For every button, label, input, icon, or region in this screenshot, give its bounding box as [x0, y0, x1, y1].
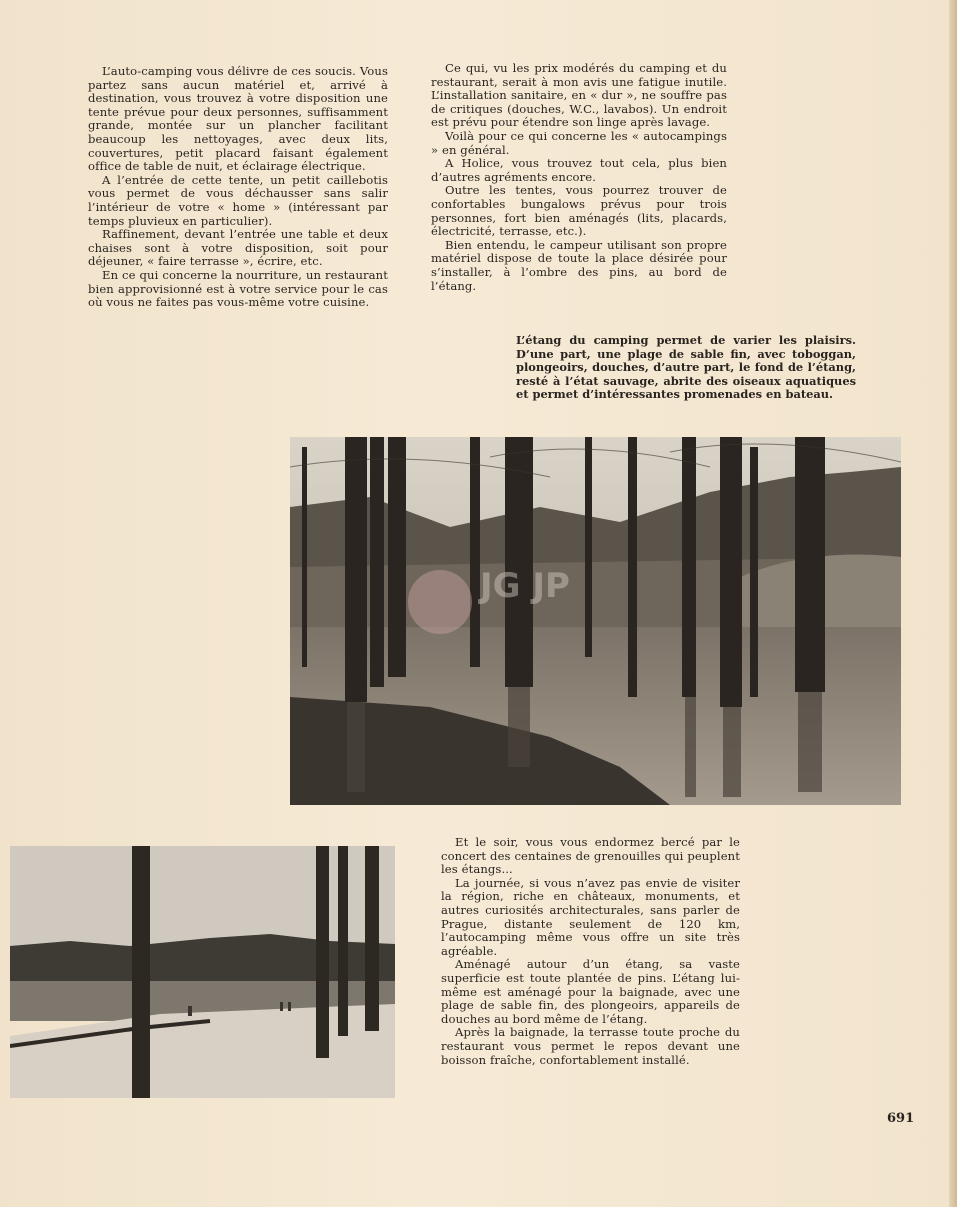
beach-photo: [10, 846, 395, 1098]
paragraph: Outre les tentes, vous pourrez trouver de confortables bungalows prévus pour trois personnes, fort bien aménagés (lits, placards, électricité, terrasse, etc.).: [431, 183, 727, 239]
paragraph: Et le soir, vous vous endormez bercé par le concert des centaines de grenouilles qui peuplent les étangs...: [441, 835, 740, 877]
paragraph: Aménagé autour d’un étang, sa vaste superficie est toute plantée de pins. L’étang lui-même est aménagé pour la baignade, avec une plage de sable fin, des plongeoirs, appareils de douches au bord même de l’étang.: [441, 957, 740, 1026]
paragraph: A l’entrée de cette tente, un petit caillebotis vous permet de vous déchausser sans salir l’intérieur de votre « home » (intéressant par temps pluvieux en particulier).: [88, 172, 388, 228]
paragraph: En ce qui concerne la nourriture, un restaurant bien approvisionné est à votre service pour le cas où vous ne faites pas vous-même votre cuisine.: [88, 267, 388, 310]
caption-text: L’étang du camping permet de varier les plaisirs. D’une part, une plage de sable fin, avec toboggan, plongeoirs, douches, d’autre part, le fond de l’étang, resté à l’état sauvage, abrite des oiseaux aquatiques et permet d’intéressantes promenades en bateau.: [516, 333, 856, 402]
article-column-right: [431, 62, 727, 293]
paragraph: Raffinement, devant l’entrée une table et deux chaises sont à votre disposition, soit pour déjeuner, « faire terrasse », écrire, etc.: [88, 227, 388, 269]
paragraph: La journée, si vous n’avez pas envie de visiter la région, riche en châteaux, monuments, et autres curiosités architecturales, sans parler de Prague, distante seulement de 120 km, l’autocamping même vous offre un site très agréable.: [441, 875, 740, 958]
paragraph: A Holice, vous trouvez tout cela, plus bien d’autres agréments encore.: [431, 156, 727, 184]
photo-caption: [516, 334, 856, 402]
page-number: 691: [887, 1111, 915, 1126]
paragraph: L’auto-camping vous délivre de ces soucis. Vous partez sans aucun matériel et, arrivé à destination, vous trouvez à votre disposition une tente prévue pour deux personnes, suffisamment grande, montée sur un plancher facilitant beaucoup les nettoyages, avec deux lits, couvertures, petit placard faisant également office de table de nuit, et éclairage électrique.: [88, 64, 388, 174]
page-edge: [949, 0, 957, 1207]
article-column-bottom: [441, 836, 740, 1067]
paragraph: Après la baignade, la terrasse toute proche du restaurant vous permet le repos devant une boisson fraîche, confortablement installé.: [441, 1025, 740, 1067]
forest-pond-photo: [290, 437, 901, 805]
article-column-left: [88, 65, 388, 310]
paragraph: Voilà pour ce qui concerne les « autocampings » en général.: [431, 128, 727, 157]
paragraph: Bien entendu, le campeur utilisant son propre matériel dispose de toute la place désirée pour s’installer, à l’ombre des pins, au bord de l’étang.: [431, 237, 727, 293]
watermark-text: JG JP: [480, 566, 570, 606]
paragraph: Ce qui, vu les prix modérés du camping et du restaurant, serait à mon avis une fatigue inutile. L’installation sanitaire, en « dur », ne souffre pas de critiques (douches, W.C., lavabos). Un endroit est prévu pour étendre son linge après lavage.: [431, 61, 727, 130]
